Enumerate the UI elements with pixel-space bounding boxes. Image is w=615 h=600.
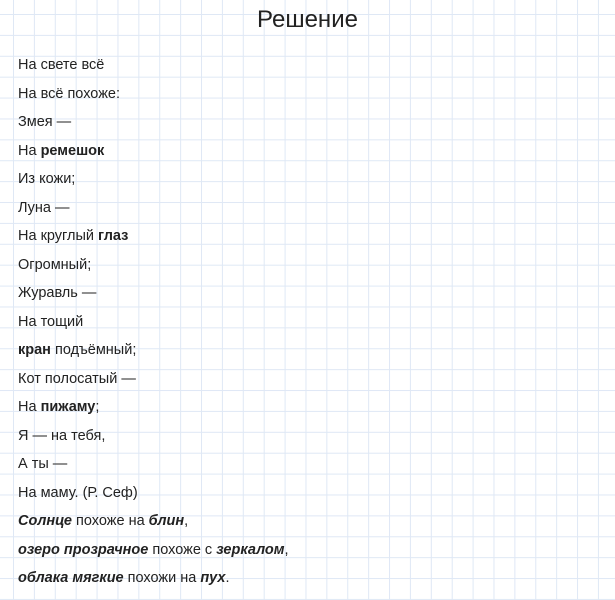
- text-segment: На: [18, 142, 41, 159]
- text-segment: Змея —: [18, 114, 72, 130]
- text-segment: Журавль —: [18, 285, 97, 301]
- emphasized-word: глаз: [98, 228, 129, 244]
- text-line: [18, 282, 289, 311]
- text-line: [18, 510, 289, 539]
- text-segment: На: [18, 399, 41, 415]
- emphasized-word: пижаму: [40, 399, 96, 415]
- text-line: [18, 539, 289, 568]
- text-line: [18, 396, 289, 425]
- text-line: [18, 54, 289, 83]
- text-line: [18, 225, 289, 254]
- text-segment: А ты —: [18, 456, 68, 472]
- text-segment: похожи на: [123, 570, 201, 586]
- emphasized-word: кран: [18, 342, 51, 358]
- text-line: [18, 567, 289, 596]
- text-segment: ;: [95, 399, 100, 415]
- text-segment: Огромный;: [18, 256, 92, 273]
- emphasized-word: ремешок: [40, 142, 105, 159]
- text-line: [18, 339, 289, 368]
- text-line: [18, 254, 289, 283]
- text-segment: На тощий: [18, 313, 84, 330]
- text-line: [18, 453, 289, 482]
- text-segment: похоже с: [148, 541, 217, 558]
- emphasized-word: Солнце: [18, 513, 72, 529]
- text-segment: Из кожи;: [18, 171, 76, 187]
- text-segment: На всё похоже:: [18, 85, 120, 102]
- poem-text: [18, 54, 289, 596]
- text-line: [18, 168, 289, 197]
- page-title: Решение: [257, 6, 358, 33]
- text-segment: ,: [284, 541, 289, 558]
- emphasized-word: блин: [148, 513, 185, 529]
- emphasized-word: облака мягкие: [18, 570, 124, 586]
- text-segment: На свете всё: [18, 57, 105, 73]
- text-line: [18, 83, 289, 112]
- text-segment: На круглый: [18, 228, 99, 244]
- text-line: [18, 425, 289, 454]
- text-line: [18, 368, 289, 397]
- text-segment: похоже на: [72, 513, 149, 529]
- text-segment: ,: [184, 513, 189, 529]
- text-line: [18, 482, 289, 511]
- text-line: [18, 140, 289, 169]
- text-segment: Луна —: [18, 199, 70, 216]
- text-line: [18, 197, 289, 226]
- text-segment: подъёмный;: [50, 342, 137, 358]
- text-line: [18, 311, 289, 340]
- text-segment: Я — на тебя,: [18, 427, 106, 444]
- text-line: [18, 111, 289, 140]
- emphasized-word: зеркалом: [216, 541, 285, 558]
- emphasized-word: пух: [200, 570, 226, 586]
- text-segment: На маму. (Р. Сеф): [18, 484, 138, 501]
- text-segment: .: [225, 570, 230, 586]
- text-segment: Кот полосатый —: [18, 370, 136, 387]
- emphasized-word: озеро прозрачное: [18, 541, 149, 558]
